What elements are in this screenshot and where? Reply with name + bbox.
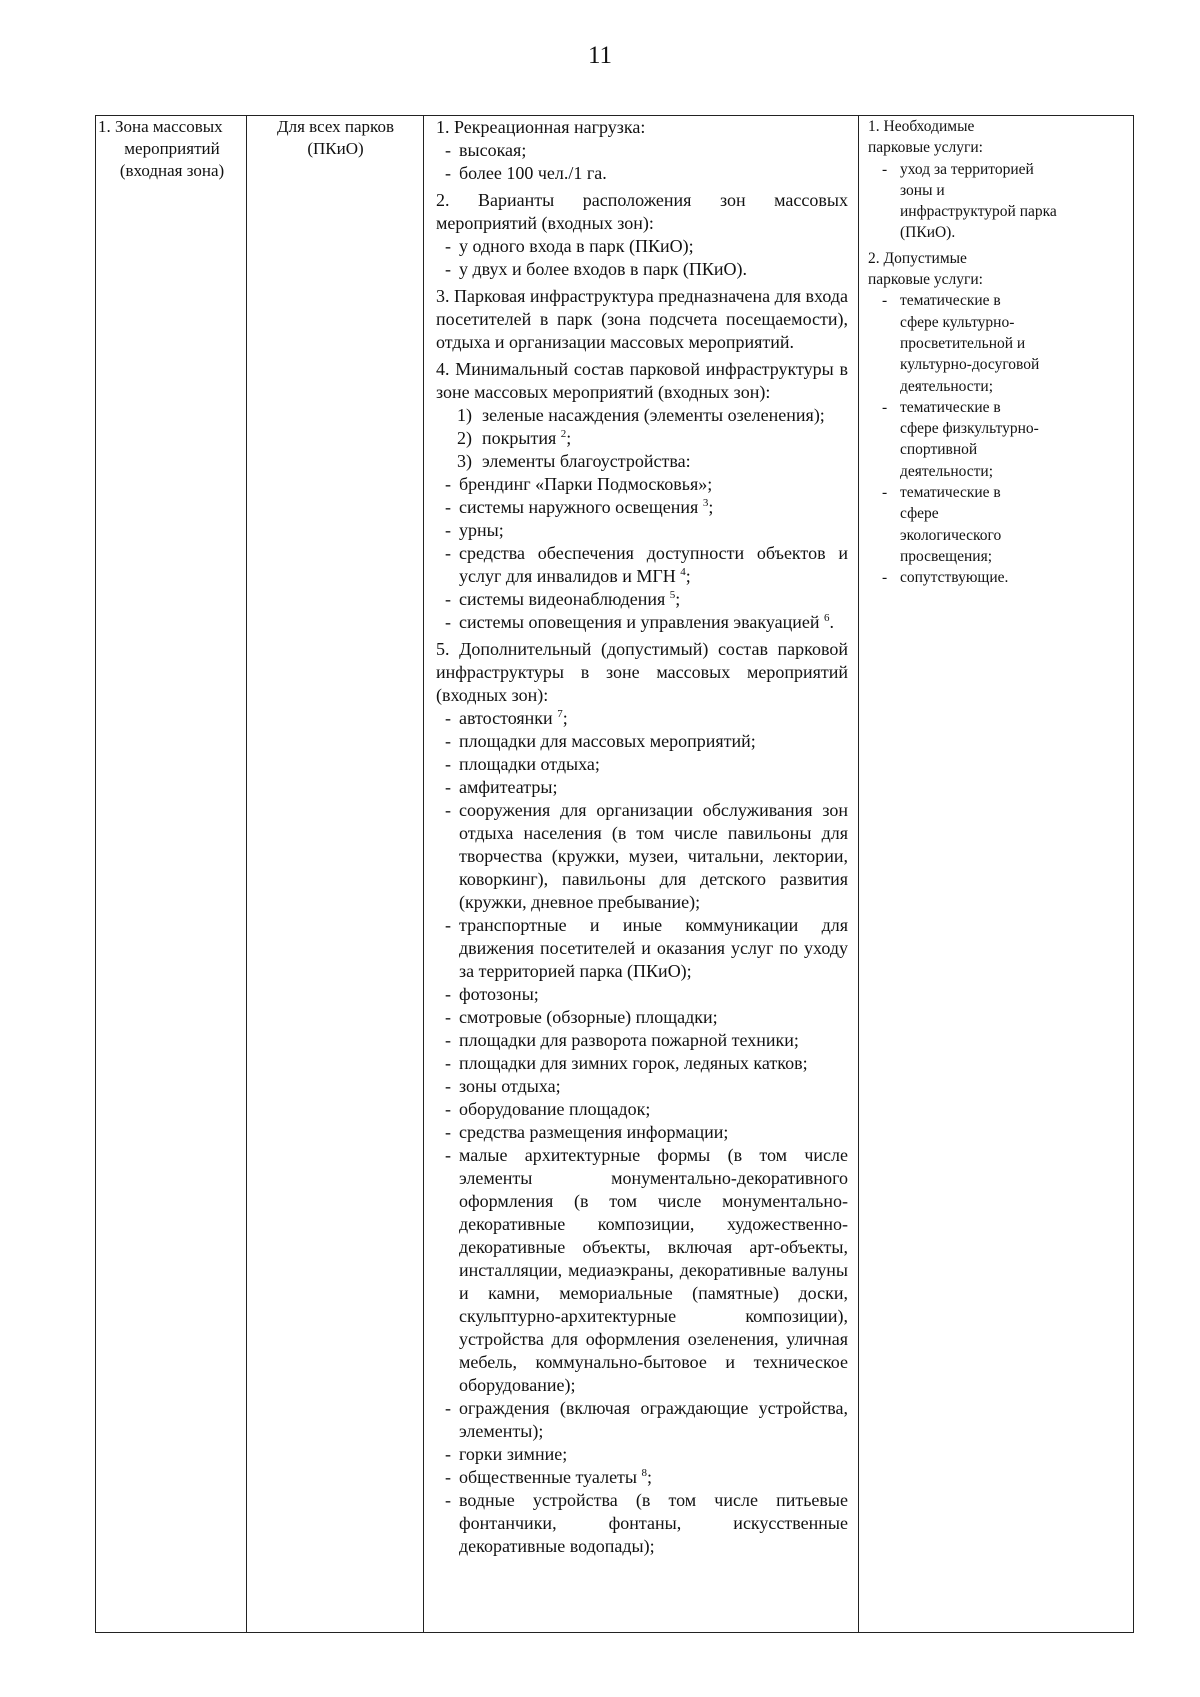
list-item: 1) зеленые насаждения (элементы озеленения);: [457, 405, 825, 425]
footnote-ref: 5: [669, 589, 676, 601]
footnote-ref: 6: [824, 612, 830, 624]
list-item: 2) покрытия $^2$;: [457, 428, 572, 448]
footnote-ref: 2: [560, 428, 567, 440]
list-item: - средства размещения информации;: [436, 1121, 848, 1144]
list-item: - брендинг «Парки Подмосковья»;: [436, 473, 848, 496]
list-item: - фотозоны;: [436, 983, 848, 1006]
list-item: - системы оповещения и управления эвакуацией $^6$.: [436, 611, 848, 634]
column-divider: [858, 116, 859, 1632]
zone-name-line: 1. Зона массовых: [98, 117, 223, 136]
services-item: - уход за территорией зоны и инфраструктурой парка (ПКиО).: [868, 159, 1060, 244]
section-heading: 2. Варианты расположения зон массовых мероприятий (входных зон):: [436, 190, 848, 233]
list-item: - площадки отдыха;: [436, 753, 848, 776]
list-item: - транспортные и иные коммуникации для движения посетителей и оказания услуг по уходу за территорией парка (ПКиО);: [436, 914, 848, 983]
services-item: - сопутствующие.: [868, 567, 1040, 588]
list-item: - средства обеспечения доступности объектов и услуг для инвалидов и МГН $^4$;: [436, 542, 848, 588]
list-item: - высокая;: [436, 139, 848, 162]
services-cell: [868, 116, 1130, 589]
list-item: - системы наружного освещения $^3$;: [436, 496, 848, 519]
list-item: 3) элементы благоустройства:: [457, 451, 691, 471]
park-type-cell: [248, 116, 423, 160]
list-item: - смотровые (обзорные) площадки;: [436, 1006, 848, 1029]
section-heading: 4. Минимальный состав парковой инфраструктуры в зоне массовых мероприятий (входных зон):: [436, 359, 848, 402]
footnote-ref: 7: [557, 708, 563, 720]
section-heading: 1. Рекреационная нагрузка:: [436, 117, 646, 137]
list-item: - урны;: [436, 519, 848, 542]
list-item: - у двух и более входов в парк (ПКиО).: [436, 258, 848, 281]
column-divider: [423, 116, 424, 1632]
list-item: - амфитеатры;: [436, 776, 848, 799]
section-heading: 5. Дополнительный (допустимый) состав парковой инфраструктуры в зоне массовых мероприятий (входных зон):: [436, 639, 848, 705]
list-item: - площадки для разворота пожарной техники;: [436, 1029, 848, 1052]
services-item: - тематические в сфере физкультурно-спортивной деятельности;: [868, 397, 1040, 482]
list-item: - сооружения для организации обслуживания зон отдыха населения (в том числе павильоны для творчества (кружки, музеи, читальни, лектории, коворкинг), павильоны для детского развития (кружки, дневное пребывание);: [436, 799, 848, 914]
list-item: - водные устройства (в том числе питьевые фонтанчики, фонтаны, искусственные декоративные водопады);: [436, 1489, 848, 1558]
requirements-table: [95, 115, 1134, 1633]
zone-name-line: мероприятий: [124, 139, 220, 158]
footnote-ref: 8: [641, 1467, 648, 1479]
column-divider: [246, 116, 247, 1632]
services-item: - тематические в сфере экологического просвещения;: [868, 482, 1040, 567]
list-item: - площадки для массовых мероприятий;: [436, 730, 848, 753]
list-item: - ограждения (включая ограждающие устройства, элементы);: [436, 1397, 848, 1443]
footnote-ref: 4: [680, 566, 686, 578]
services-item: - тематические в сфере культурно-просветительной и культурно-досуговой деятельности;: [868, 290, 1040, 396]
park-type-line: (ПКиО): [307, 139, 364, 158]
park-type-line: Для всех парков: [277, 117, 394, 136]
list-item: - горки зимние;: [436, 1443, 848, 1466]
list-item: - оборудование площадок;: [436, 1098, 848, 1121]
infrastructure-cell: [436, 116, 848, 1558]
list-item: - площадки для зимних горок, ледяных катков;: [436, 1052, 848, 1075]
footnote-ref: 3: [702, 497, 709, 509]
page-number: 11: [587, 42, 613, 69]
list-item: - зоны отдыха;: [436, 1075, 848, 1098]
zone-name-cell: [98, 116, 246, 182]
list-item: - у одного входа в парк (ПКиО);: [436, 235, 848, 258]
section-paragraph: 3. Парковая инфраструктура предназначена для входа посетителей в парк (зона подсчета посещаемости), отдыха и организации массовых мероприятий.: [436, 286, 848, 352]
list-item: - системы видеонаблюдения $^5$;: [436, 588, 848, 611]
services-heading: 1. Необходимые парковые услуги:: [868, 118, 983, 157]
list-item: - автостоянки $^7$;: [436, 707, 848, 730]
list-item: - общественные туалеты $^8$;: [436, 1466, 848, 1489]
services-heading: 2. Допустимые парковые услуги:: [868, 249, 983, 289]
list-item: - малые архитектурные формы (в том числе элементы монументально-декоративного оформления (в том числе монументально-декоративные композиции, художественно-декоративные объекты, включая арт-объекты, инсталляции, медиаэкраны, декоративные валуны и камни, мемориальные (памятные) доски, скульптурно-архитектурные композиции), устройства для оформления озеленения, уличная мебель, коммунально-бытовое и техническое оборудование);: [436, 1144, 848, 1397]
zone-name-line: (входная зона): [119, 161, 225, 180]
list-item: - более 100 чел./1 га.: [436, 162, 848, 185]
